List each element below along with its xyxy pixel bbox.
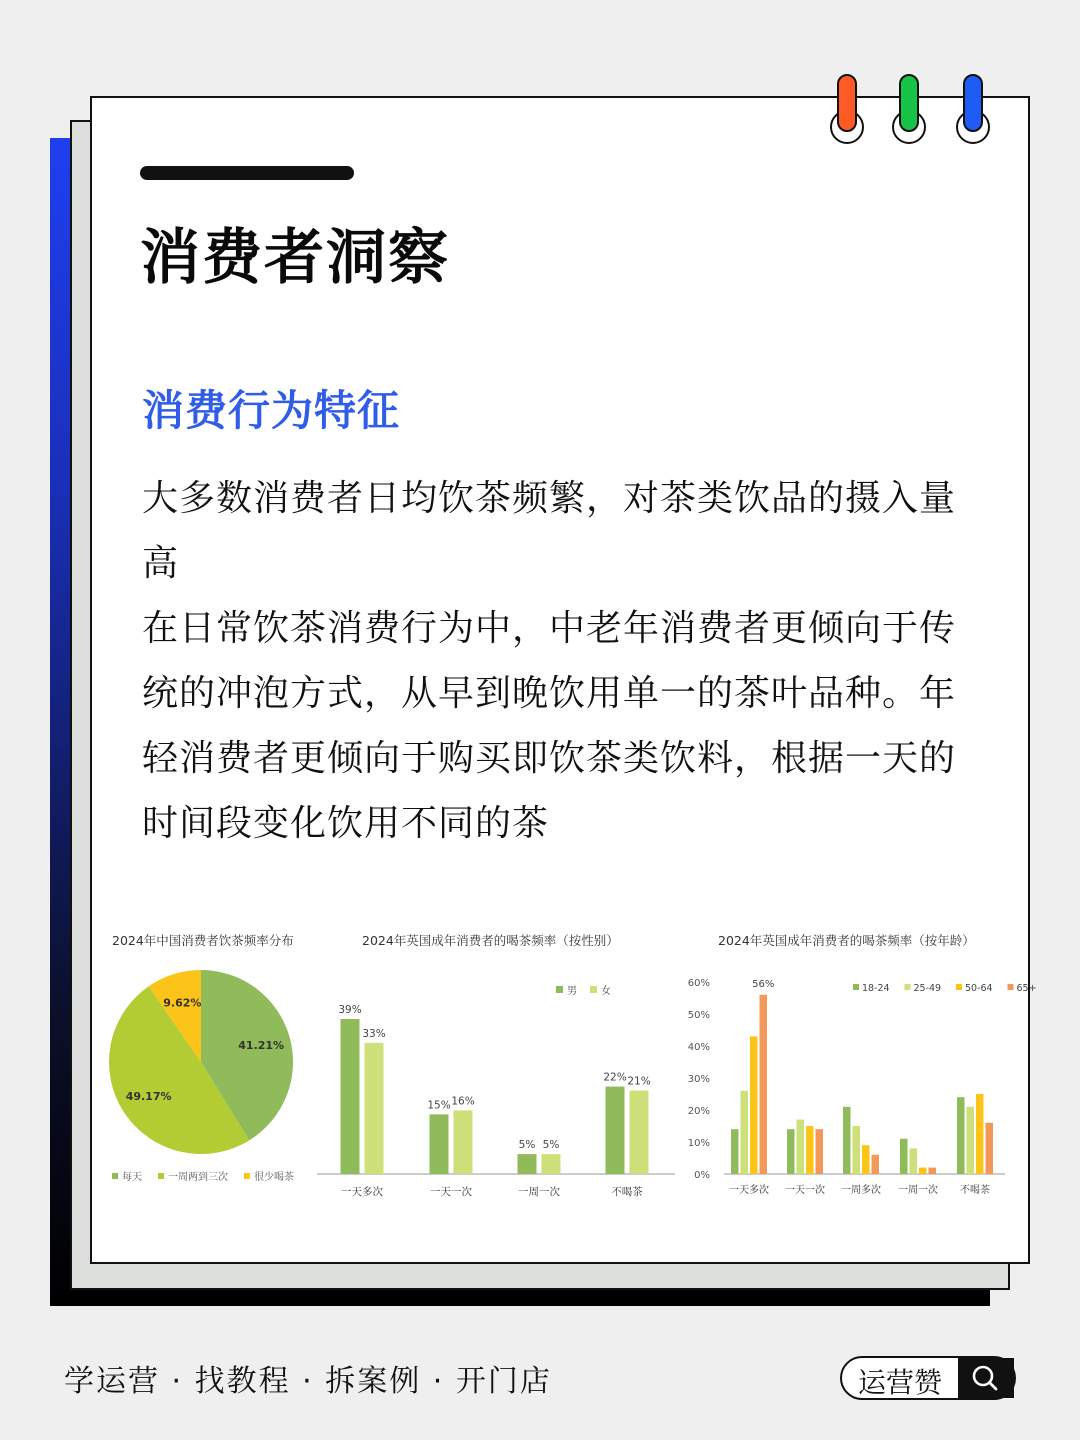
legend-label: 女 <box>601 986 611 997</box>
search-button[interactable] <box>958 1358 1014 1398</box>
bar <box>454 1110 473 1174</box>
legend-label: 50-64 <box>965 983 993 994</box>
y-tick-label: 20% <box>687 1106 710 1117</box>
legend-swatch <box>556 986 563 993</box>
bar-value-label: 15% <box>427 1099 451 1112</box>
bar <box>341 1019 360 1174</box>
ring-pin-blue <box>963 74 983 132</box>
legend-label: 25-49 <box>913 983 942 994</box>
bar-value-label: 33% <box>362 1027 386 1040</box>
bar-value-label: 16% <box>451 1095 475 1108</box>
legend-swatch <box>905 984 911 990</box>
bar <box>750 1036 758 1174</box>
bar <box>606 1087 625 1174</box>
bar <box>986 1123 994 1174</box>
bar <box>929 1168 937 1174</box>
y-tick-label: 0% <box>694 1170 710 1181</box>
legend-label: 一周两到三次 <box>168 1172 228 1183</box>
legend-swatch <box>956 984 962 990</box>
legend-label: 很少喝茶 <box>254 1172 294 1183</box>
bar <box>806 1126 814 1174</box>
bar <box>630 1091 649 1174</box>
pie-chart <box>100 955 320 1195</box>
body-paragraph: 在日常饮茶消费行为中，中老年消费者更倾向于传统的冲泡方式，从早到晚饮用单一的茶叶品种。年轻消费者更倾向于购买即饮茶类饮料，根据一天的时间段变化饮用不同的茶 <box>142 608 957 844</box>
brand-name: 运营赞 <box>858 1366 943 1399</box>
bar <box>787 1129 795 1174</box>
legend-swatch <box>853 984 859 990</box>
legend-label: 男 <box>567 986 577 997</box>
bar <box>957 1097 965 1174</box>
footer-slogan: 学运营 · 找教程 · 拆案例 · 开门店 <box>64 1364 552 1399</box>
bar <box>430 1114 449 1174</box>
x-tick-label: 一周多次 <box>841 1185 881 1196</box>
pie-slice-label: 41.21% <box>238 1038 285 1052</box>
bar-value-label: 5% <box>542 1139 560 1152</box>
bar <box>872 1155 880 1174</box>
brand-search-pill[interactable] <box>840 1356 1016 1400</box>
y-tick-label: 60% <box>687 978 710 989</box>
bar <box>542 1154 561 1174</box>
bar <box>910 1148 918 1174</box>
legend-label: 18-24 <box>862 983 890 994</box>
bar-value-label: 5% <box>518 1139 536 1152</box>
y-tick-label: 10% <box>687 1138 710 1149</box>
x-tick-label: 一天一次 <box>785 1185 825 1196</box>
x-tick-label: 一天多次 <box>341 1186 383 1198</box>
bar-value-label: 21% <box>627 1075 651 1088</box>
section-title: 消费行为特征 <box>142 386 401 435</box>
legend-swatch <box>590 986 597 993</box>
bar <box>900 1139 908 1174</box>
section-body <box>142 466 972 856</box>
bar-value-label: 39% <box>338 1004 362 1016</box>
title-decoration-bar <box>140 166 354 180</box>
ring-pin-green <box>899 74 919 132</box>
pie-slice-label: 9.62% <box>163 996 202 1010</box>
bar <box>760 995 768 1174</box>
bar <box>853 1126 861 1174</box>
x-tick-label: 不喝茶 <box>960 1185 990 1196</box>
page-title: 消费者洞察 <box>140 223 450 293</box>
y-tick-label: 30% <box>687 1074 710 1085</box>
binder-ring-blue <box>956 74 990 146</box>
binder-ring-orange <box>830 74 864 146</box>
bar <box>862 1145 870 1174</box>
bar <box>741 1091 749 1174</box>
pie-slice-label: 49.17% <box>125 1090 172 1104</box>
bar <box>967 1107 975 1174</box>
bar <box>843 1107 851 1174</box>
x-tick-label: 一周一次 <box>898 1185 938 1196</box>
bar <box>816 1129 824 1174</box>
bar <box>919 1168 927 1174</box>
binder-ring-green <box>892 74 926 146</box>
chart-title-pie: 2024年中国消费者饮茶频率分布 <box>112 933 294 948</box>
legend-label: 65+ <box>1016 983 1037 994</box>
x-tick-label: 一天一次 <box>430 1186 472 1198</box>
y-tick-label: 40% <box>687 1042 710 1053</box>
bar <box>518 1154 537 1174</box>
x-tick-label: 一周一次 <box>518 1186 560 1198</box>
legend-swatch <box>244 1173 250 1179</box>
y-tick-label: 50% <box>687 1010 710 1021</box>
x-tick-label: 一天多次 <box>729 1185 769 1196</box>
bar <box>731 1129 739 1174</box>
chart-title-age: 2024年英国成年消费者的喝茶频率（按年龄） <box>718 933 975 948</box>
legend-label: 每天 <box>122 1172 142 1183</box>
bar-annotation: 56% <box>752 978 775 990</box>
x-tick-label: 不喝茶 <box>611 1186 643 1198</box>
chart-title-gender: 2024年英国成年消费者的喝茶频率（按性别） <box>362 933 619 948</box>
bar <box>797 1120 805 1174</box>
gender-bar-chart <box>315 960 680 1210</box>
legend-swatch <box>1008 984 1014 990</box>
legend-swatch <box>112 1173 118 1179</box>
legend-swatch <box>158 1173 164 1179</box>
body-paragraph: 大多数消费者日均饮茶频繁，对茶类饮品的摄入量高 <box>142 478 957 584</box>
ring-pin-orange <box>837 74 857 132</box>
bar-value-label: 22% <box>603 1071 627 1084</box>
search-icon <box>958 1358 1014 1398</box>
bar <box>976 1094 984 1174</box>
bar <box>365 1043 384 1174</box>
age-bar-chart <box>680 960 1037 1210</box>
